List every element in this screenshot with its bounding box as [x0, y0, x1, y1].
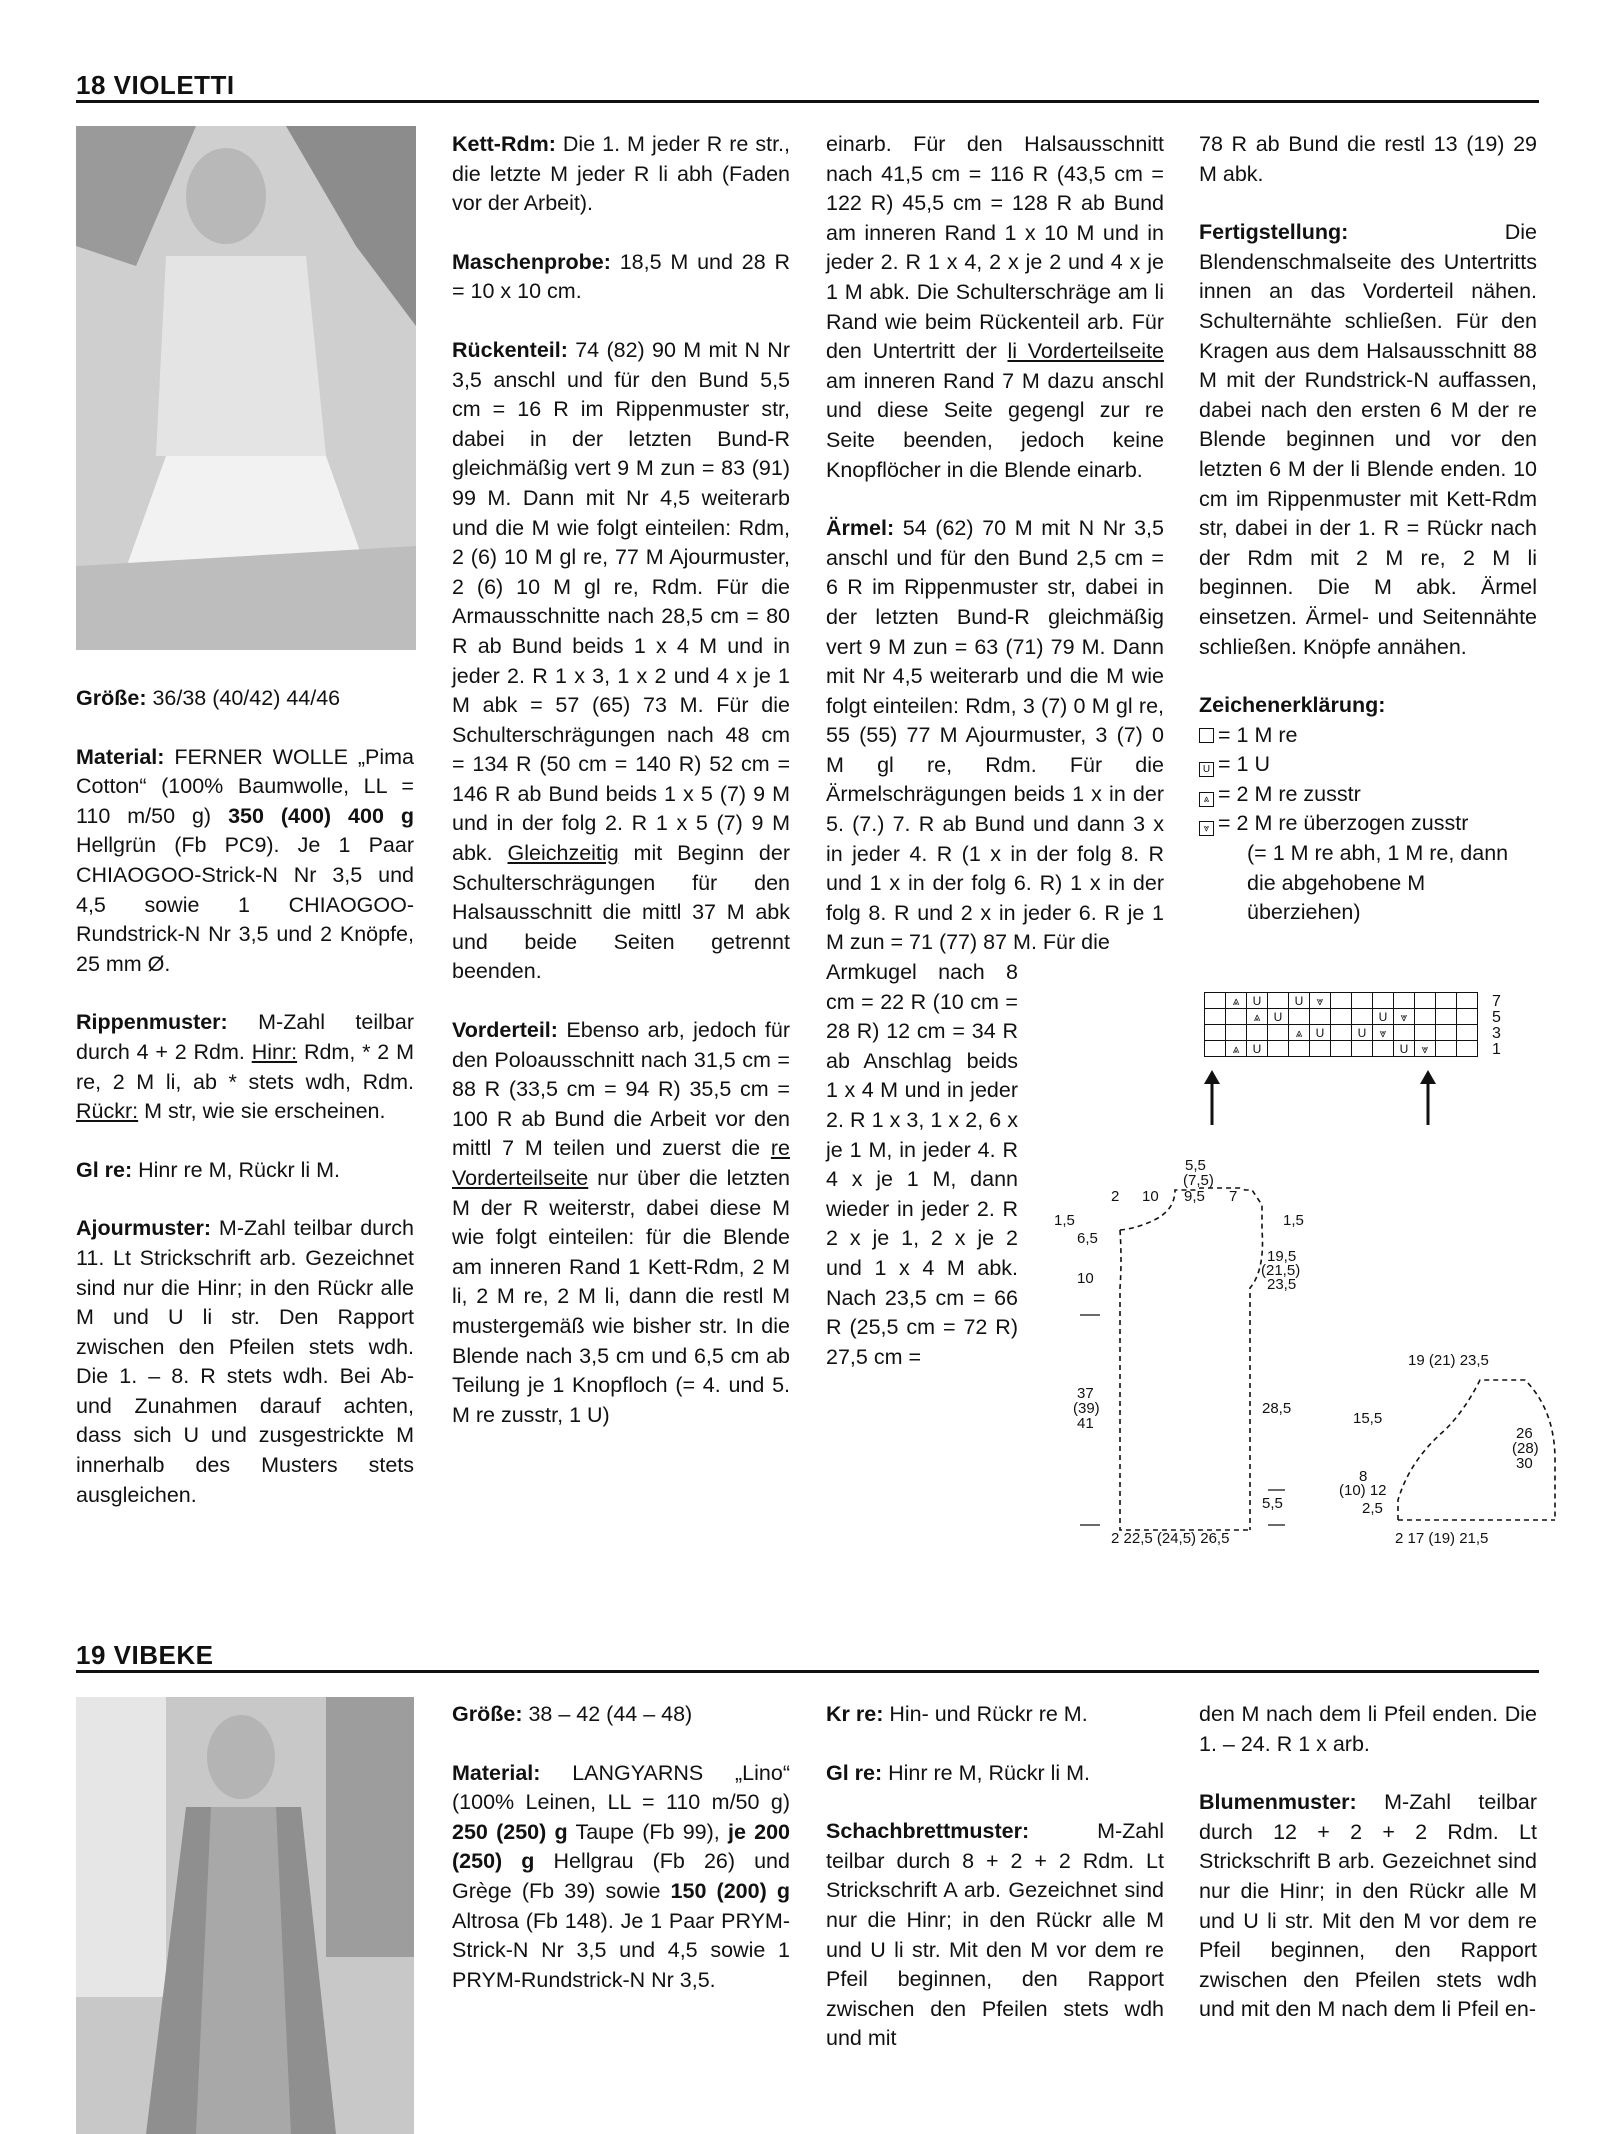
legend-row-k2tog: ⩓ = 2 M re zusstr: [1199, 780, 1537, 810]
column-18-4: [1199, 130, 1537, 928]
chart-row-numbers: 7 5 3 1: [1492, 993, 1501, 1058]
photo-violetti: [76, 126, 416, 650]
legend-row-ssk: ⩔ = 2 M re überzogen zusstr: [1199, 809, 1537, 839]
column-18-2: [452, 130, 790, 1459]
gauge-paragraph: Maschenprobe: 18,5 M und 28 R = 10 x 10 cm.: [452, 249, 790, 304]
stockinette-paragraph-19: Gl re: Hinr re M, Rückr li M.: [826, 1760, 1090, 1785]
column-19-2: [452, 1700, 790, 2024]
sleeve-schematic: [1370, 1350, 1570, 1550]
dim-19-5: 19,5: [1267, 1248, 1297, 1265]
dim-26: 26: [1516, 1425, 1533, 1442]
dim-10-b: 10: [1077, 1270, 1094, 1287]
dim-7-5: (7,5): [1183, 1172, 1214, 1189]
body-schematic: [1040, 1160, 1400, 1560]
sleeve-cap-paragraph: Armkugel nach 8 cm = 22 R (10 cm = 28 R) 12 cm = 34 R ab Anschlag beids 1 x 4 M und in jeder 2. R 1 x 3, 1 x 2, 6 x je 1 M, in jeder 4. R 4 x je 1 M, dann wieder in jeder 2. R 2 x je 1, 2 x je 2 und 1 x 4 M abk. Nach 23,5 cm = 66 R (25,5 cm = 72 R) 27,5 cm =: [826, 960, 1018, 1369]
dim-5-5-bottom: 5,5: [1262, 1495, 1283, 1512]
dim-39: (39): [1073, 1400, 1100, 1417]
dim-7: 7: [1229, 1188, 1238, 1205]
legend-row-yarnover: U = 1 U: [1199, 750, 1537, 780]
size-paragraph: Größe: 36/38 (40/42) 44/46: [76, 686, 341, 710]
dim-5-5: 5,5: [1185, 1157, 1206, 1174]
dim-15-5: 15,5: [1353, 1410, 1383, 1427]
dim-body-bottom: 2 22,5 (24,5) 26,5: [1111, 1530, 1230, 1547]
dim-23-5: 23,5: [1267, 1276, 1297, 1293]
front-paragraph: Vorderteil: Ebenso arb, jedoch für den Poloausschnitt nach 31,5 cm = 88 R (33,5 cm = 94 R) 35,5 cm = 100 R ab Bund die Arbeit vor den mittl 7 M teilen und zuerst die re Vorderteilseite nur über die letzten M der R weiterstr, dabei diese M wie folgt einteilen: für die Blende am inneren Rand 1 Kett-Rdm, 2 M li, 2 M re, 2 M li, dann die restl M mustergemäß wie bisher str. In die Blende nach 3,5 cm und 6,5 cm ab Teilung je 1 Knopfloch (= 4. und 5. M re zusstr, 1 U): [452, 1018, 790, 1427]
column-19-4: [1199, 1700, 1537, 2054]
dim-9-5: 9,5: [1184, 1188, 1205, 1205]
checkerboard-paragraph: Schachbrettmuster: M-Zahl teilbar durch 8 + 2 + 2 Rdm. Lt Strickschrift A arb. Gezeichnet sind nur die Hinr; in den Rückr alle M und U li str. Mit den M vor dem re Pfeil beginnen, den Rapport zwischen den Pfeilen stets wdh und mit: [826, 1819, 1164, 2051]
lace-pattern-paragraph: Ajourmuster: M-Zahl teilbar durch 11. Lt Strickschrift arb. Gezeichnet sind nur die Hinr; in den Rückr alle M und U li str. Den Rapport zwischen den Pfeilen stets wdh. Die 1. – 8. R stets wdh. Bei Ab- und Zunahmen darauf achten, dass sich U und zusgestrickte M innerhalb des Musters stets ausgleichen.: [76, 1216, 414, 1507]
material-paragraph-19: Material: LANGYARNS „Lino“ (100% Leinen, LL = 110 m/50 g) 250 (250) g Taupe (Fb 99), je 200 (250) g Hellgrau (Fb 26) und Grège (Fb 39) sowie 150 (200) g Altrosa (Fb 148). Je 1 Paar PRYM-Strick-N Nr 3,5 und 4,5 sowie 1 PRYM-Rundstrick-N Nr 3,5.: [452, 1760, 790, 1992]
back-paragraph: Rückenteil: 74 (82) 90 M mit N Nr 3,5 anschl und für den Bund 5,5 cm = 16 R im Rippenmuster str, dabei in der letzten Bund-R gleichmäßig vert 9 M zun = 83 (91) 99 M. Dann mit Nr 4,5 weiterarb und die M wie folgt einteilen: Rdm, 2 (6) 10 M gl re, 77 M Ajourmuster, 2 (6) 10 M gl re, Rdm. Für die Armausschnitte nach 28,5 cm = 80 R ab Bund beids 1 x 4 M und in jeder 2. R 1 x 3, 1 x 2 und 4 x je 1 M abk = 57 (65) 73 M. Für die Schulterschrägungen nach 48 cm = 134 R (50 cm = 140 R) 52 cm = 146 R ab Bund beids 1 x 5 (7) 9 M und in der folg 2. R 1 x 5 (7) 9 M abk. Gleichzeitig mit Beginn der Schulterschrägungen für den Halsausschnitt die mittl 37 M abk und beide Seiten getrennt beenden.: [452, 337, 790, 984]
column-19-3: [826, 1700, 1164, 2083]
checkerboard-end-paragraph: den M nach dem li Pfeil enden. Die 1. – 24. R 1 x arb.: [1199, 1702, 1537, 1756]
chart-arrows: [1200, 1070, 1460, 1130]
dim-37: 37: [1077, 1385, 1094, 1402]
legend-row-knit: = 1 M re: [1199, 721, 1537, 751]
material-paragraph: Material: FERNER WOLLE „Pima Cotton“ (100% Baumwolle, LL = 110 m/50 g) 350 (400) 400 g Hellgrün (Fb PC9). Je 1 Paar CHIAOGOO-Strick-N Nr 3,5 und 4,5 sowie 1 CHIAOGOO-Rundstrick-N Nr 3,5 und 2 Knöpfe, 25 mm Ø.: [76, 744, 414, 976]
knitting-chart: ⩓ U U ⩔ ⩓ U U ⩔ ⩓ U U ⩔ ⩓ U U ⩔: [1204, 992, 1478, 1057]
section-title-18: 18 VIOLETTI: [76, 70, 235, 100]
column-18-1: [76, 684, 414, 1539]
dim-21-5: (21,5): [1261, 1262, 1301, 1279]
dim-sleeve-top: 19 (21) 23,5: [1408, 1352, 1489, 1369]
bind-off-paragraph: 78 R ab Bund die restl 13 (19) 29 M abk.: [1199, 132, 1537, 186]
size-paragraph-19: Größe: 38 – 42 (44 – 48): [452, 1702, 693, 1726]
dim-28-5: 28,5: [1262, 1400, 1292, 1417]
dim-1-5-right: 1,5: [1283, 1212, 1304, 1229]
finishing-paragraph: Fertigstellung: Die Blendenschmalseite des Untertritts innen an das Vorderteil nähen. Schulternähte schließen. Für den Kragen aus dem Halsausschnitt 88 M mit der Rundstrick-N auffassen, dabei nach den ersten 6 M der re Blende beginnen und vor den letzten 6 M der li Blende enden. 10 cm im Rippenmuster mit Kett-Rdm str, dabei in der 1. R = Rückr nach der Rdm mit 2 M re, 2 M li beginnen. Die M abk. Ärmel einsetzen. Ärmel- und Seitennähte schließen. Knöpfe annähen.: [1199, 220, 1537, 659]
dim-2-5: 2,5: [1362, 1500, 1383, 1517]
section-rule-19: [76, 1670, 1539, 1673]
dim-2: 2: [1111, 1188, 1120, 1205]
photo-vibeke: [76, 1697, 414, 2134]
edge-stitch-paragraph: Kett-Rdm: Die 1. M jeder R re str., die letzte M jeder R li abh (Faden vor der Arbeit).: [452, 132, 790, 216]
flower-pattern-paragraph: Blumenmuster: M-Zahl teilbar durch 12 + 2 + 2 Rdm. Lt Strickschrift B arb. Gezeichnet sind nur die Hinr; in den Rückr alle M und U li str. Mit den M vor dem re Pfeil beginnen, den Rapport zwischen den Pfeilen stets wdh und mit den M nach dem li Pfeil en-: [1199, 1790, 1537, 2022]
dim-8: 8: [1359, 1468, 1368, 1485]
section-rule-18: [76, 100, 1539, 103]
legend-note: (= 1 M re abh, 1 M re, dann die abgehobene M überziehen): [1247, 841, 1509, 925]
dim-28: (28): [1512, 1440, 1539, 1457]
dim-30: 30: [1516, 1455, 1533, 1472]
dim-10-12: (10) 12: [1339, 1482, 1387, 1499]
garter-paragraph: Kr re: Hin- und Rückr re M.: [826, 1702, 1088, 1726]
dim-41: 41: [1077, 1415, 1094, 1432]
stockinette-paragraph: Gl re: Hinr re M, Rückr li M.: [76, 1157, 340, 1182]
sleeve-paragraph: Ärmel: 54 (62) 70 M mit N Nr 3,5 anschl und für den Bund 2,5 cm = 6 R im Rippenmuster str, dabei in der letzten Bund-R gleichmäßig vert 9 M zun = 63 (71) 79 M. Dann mit Nr 4,5 weiterarb und die M wie folgt einteilen: Rdm, 3 (7) 0 M gl re, 55 (55) 77 M Ajourmuster, 3 (7) 0 M gl re, Rdm. Für die Ärmelschrägungen beids 1 x in der 5. (7.) 7. R ab Bund und dann 3 x in jeder 4. R (1 x in der folg 8. R und 1 x in der folg 6. R) 1 x in der folg 8. R und 2 x in jeder 6. R je 1 M zun = 71 (77) 87 M. Für die: [826, 516, 1164, 955]
dim-6-5: 6,5: [1077, 1230, 1098, 1247]
section-title-19: 19 VIBEKE: [76, 1640, 214, 1670]
legend-title: Zeichenerklärung:: [1199, 693, 1386, 718]
dim-1-5-left: 1,5: [1054, 1212, 1075, 1229]
neckline-paragraph: einarb. Für den Halsausschnitt nach 41,5 cm = 116 R (43,5 cm = 122 R) 45,5 cm = 128 R ab Bund am inneren Rand 1 x 10 M und in jeder 2. R 1 x 4, 2 x je 2 und 4 x je 1 M abk. Die Schulterschräge am li Rand wie beim Rückenteil arb. Für den Untertritt der li Vorderteilseite am inneren Rand 7 M dazu anschl und diese Seite gegengl zur re Seite beenden, jedoch keine Knopflöcher in die Blende einarb.: [826, 132, 1165, 482]
rib-pattern-paragraph: Rippenmuster: M-Zahl teilbar durch 4 + 2 Rdm. Hinr: Rdm, * 2 M re, 2 M li, ab * stets wdh, Rdm. Rückr: M str, wie sie erscheinen.: [76, 1010, 414, 1124]
dim-sleeve-bottom: 2 17 (19) 21,5: [1395, 1530, 1489, 1547]
dim-10: 10: [1142, 1188, 1159, 1205]
